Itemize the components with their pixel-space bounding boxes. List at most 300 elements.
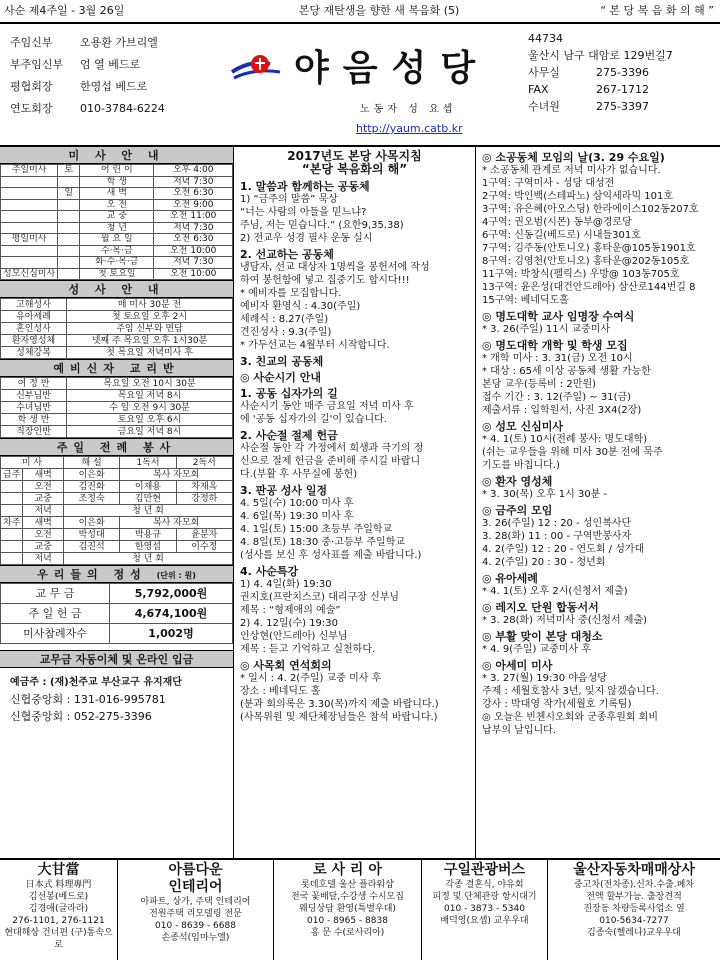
notice-line: 다.(부활 후 사무실에 봉헌): [240, 469, 358, 480]
service-cell: 이재용: [120, 481, 176, 493]
mass-row: [1, 222, 233, 234]
offering-label: 교 무 금: [1, 584, 110, 604]
service-cell: 이은화: [63, 517, 119, 529]
notice-heading: ◎ 성모 신심미사: [482, 420, 564, 433]
offering-label: 주 일 헌 금: [1, 604, 110, 624]
notice-line: * 대상 : 65세 이상 공동체 생활 가능한: [482, 366, 651, 377]
contact-row: [528, 47, 720, 64]
ad-strip: [0, 858, 720, 960]
mass-cell: [1, 199, 58, 211]
sacrament-header: 성 사 안 내: [0, 280, 233, 298]
notice-line: 4. 1일(토) 15:00 초등부 주일학교: [240, 524, 393, 535]
mass-header: 미 사 안 내: [0, 146, 233, 164]
notice-line: 에 '공동 십자가의 길'이 있습니다.: [240, 414, 387, 425]
mass-cell: 저녁 7:30: [154, 257, 233, 269]
notice-line: 주님, 저는 믿습니다.” (요한9,35.38): [240, 220, 404, 231]
notice-line: 4. 2(주일) 20 : 30 - 청년회: [482, 557, 606, 568]
ad-line: 현대해상 건너편 (구)통속으로: [4, 928, 113, 950]
offering-row: [1, 584, 233, 604]
notice-line: * 4. 1(토) 10시(전례 봉사: 명도대학): [482, 434, 648, 445]
service-head-row: [1, 457, 233, 469]
ad-box: [422, 860, 548, 960]
staff-role: 부주임신부: [10, 58, 64, 71]
staff-name: 오용환 가브리엘: [80, 36, 158, 49]
mass-row: [1, 188, 233, 200]
contact-label: 울산시 남구 대암로 129번길7: [528, 49, 673, 62]
mass-cell: [1, 245, 58, 257]
ad-line: 大甘當: [37, 862, 80, 878]
notice-line: 15구역: 베네딕도홀: [482, 295, 569, 306]
notice-heading: ◎ 소공동체 모임의 날(3. 29 수요일): [482, 151, 665, 164]
mass-cell: 학 생: [80, 176, 154, 188]
mass-cell: 주일미사: [1, 165, 58, 177]
contact-label: 수녀원: [528, 100, 560, 113]
parish-logo-icon: [230, 50, 286, 90]
service-cell: [1, 529, 23, 541]
service-cell: 복사 자모회: [120, 469, 233, 481]
service-row: [1, 481, 233, 493]
service-cell: [1, 553, 23, 565]
service-cell: 박성대: [63, 529, 119, 541]
mass-row: [1, 199, 233, 211]
service-row: [1, 493, 233, 505]
mass-cell: 저녁 7:30: [154, 222, 233, 234]
service-cell: 차주: [1, 517, 23, 529]
notice-line: * 3. 30(목) 오후 1시 30분 -: [482, 489, 608, 500]
notice-heading: ◎ 명도대학 개학 및 학생 모집: [482, 339, 628, 352]
notice-line: 7구역: 김주동(안토니오) 홍타운@105동1901호: [482, 243, 696, 254]
sacr-row: [1, 335, 233, 347]
mass-cell: 오 전: [80, 199, 154, 211]
top-banner: [0, 0, 720, 24]
service-cell: 김진석: [63, 541, 119, 553]
mass-cell: 청 년: [80, 222, 154, 234]
staff-row: [10, 98, 222, 120]
ad-box: [274, 860, 422, 960]
right-column: [476, 146, 720, 858]
staff-row: [10, 32, 222, 54]
left-column: [0, 146, 234, 858]
ad-line: 김종숙(헬레나)교우우대: [587, 928, 681, 938]
ad-line: 010 - 8965 - 8838: [307, 916, 388, 926]
service-head: 1독서: [120, 457, 176, 469]
prep-cell: 목요일 저녁 8시: [67, 390, 233, 402]
account-holder: 예금주 : (재)천주교 부산교구 유지재단: [10, 677, 182, 688]
service-cell: 김만현: [120, 493, 176, 505]
ad-line: 아파트, 상가, 주택 인테리어: [140, 897, 251, 907]
prep-row: [1, 378, 233, 390]
parish-title: 야음성당: [294, 48, 490, 89]
contact-info: [528, 26, 720, 144]
notice-line: 사순시기 동안 매주 금요일 저녁 미사 후: [240, 401, 414, 412]
ad-box: [0, 860, 118, 960]
contact-row: [528, 98, 720, 115]
mass-cell: [1, 188, 58, 200]
notice-line: 4구역: 권오범(시몬) 동부@경로당: [482, 217, 632, 228]
mass-cell: 성모신심미사: [1, 268, 58, 280]
service-cell: 교중: [23, 493, 64, 505]
ad-line: 010 - 3873 - 5340: [444, 904, 525, 914]
mass-cell: 수·목·금: [80, 245, 154, 257]
middle-notices: [240, 180, 469, 724]
service-head: 미 사: [1, 457, 64, 469]
mass-row: [1, 268, 233, 280]
mass-cell: 화·수·목·금: [80, 257, 154, 269]
notice-line: * 3. 26(주일) 11시 교중미사: [482, 324, 611, 335]
notice-line: * 3. 27(월) 19:30 야음성당: [482, 673, 607, 684]
mass-cell: 평일미사: [1, 234, 58, 246]
notice-line: 1) “금주의 말씀” 묵상: [240, 194, 338, 205]
service-cell: 청 년 회: [63, 553, 232, 565]
notice-line: “너는 사람의 아들을 믿느냐?: [240, 207, 367, 218]
mass-cell: 어 린 이: [80, 165, 154, 177]
series-title: 본당 재탄생을 향한 새 복음화 (5): [298, 4, 460, 18]
middle-column: [234, 146, 476, 858]
catechumen-table: [0, 377, 233, 438]
mass-cell: [1, 222, 58, 234]
policy-title: 2017년도 본당 사목지침: [287, 149, 422, 163]
bank-info: [0, 668, 233, 731]
staff-row: [10, 54, 222, 76]
ad-line: 전국 꽃배달,수강생 수시모집: [291, 892, 404, 902]
service-head: 2독서: [176, 457, 232, 469]
service-cell: 윤분자: [176, 529, 232, 541]
ad-line: 피정 및 단체관광 항시대기: [432, 892, 537, 902]
account-2: 신협중앙회 : 052-275-3396: [10, 710, 152, 723]
prep-cell: 금요일 저녁 8시: [67, 426, 233, 438]
notice-heading: ◎ 아세미 미사: [482, 659, 553, 672]
service-cell: 저녁: [23, 553, 64, 565]
prep-cell: 토요일 오후 6시: [67, 414, 233, 426]
mass-cell: 오전 10:00: [154, 268, 233, 280]
service-row: [1, 529, 233, 541]
mass-cell: [58, 245, 80, 257]
prep-cell: 수 일 오전 9시 30분: [67, 402, 233, 414]
ad-line: 울산자동차매매상사: [573, 862, 695, 878]
sacr-cell: 주임 신부와 면담: [67, 323, 233, 335]
offering-table: [0, 583, 233, 644]
staff-role: 연도회장: [10, 102, 53, 115]
notice-heading: 2. 선교하는 공동체: [240, 248, 334, 261]
sacr-row: [1, 347, 233, 359]
service-cell: [1, 481, 23, 493]
notice-line: * 가두선교는 4월부터 시작합니다.: [240, 340, 390, 351]
service-cell: 교중: [23, 541, 64, 553]
staff-name: 한영섭 베드로: [80, 80, 148, 93]
ad-line: 아름다운: [168, 862, 223, 878]
ad-line: 각종 결혼식, 야유회: [445, 880, 524, 890]
prep-cell: 수녀님반: [1, 402, 67, 414]
notice-line: * 3. 28(화) 저녁미사 중(신청서 제출): [482, 615, 648, 626]
ad-line: 김경애(글라라): [28, 904, 89, 914]
notice-line: 신으로 절제 헌금을 준비해 주시길 바랍니: [240, 456, 421, 467]
prep-cell: 직장인반: [1, 426, 67, 438]
mass-cell: [1, 257, 58, 269]
mass-cell: 오전 10:00: [154, 245, 233, 257]
service-table: [0, 456, 233, 565]
notice-line: 3. 28(화) 11 : 00 - 구역반봉사자: [482, 531, 632, 542]
sacr-cell: 유아세례: [1, 311, 67, 323]
notice-heading: ◎ 명도대학 교사 임명장 수여식: [482, 310, 635, 323]
contact-label: FAX: [528, 83, 549, 96]
mass-cell: [58, 234, 80, 246]
notice-heading: 3. 친교의 공동체: [240, 355, 324, 368]
staff-role: 평협회장: [10, 80, 53, 93]
mass-cell: [1, 176, 58, 188]
mass-cell: [58, 268, 80, 280]
prep-row: [1, 402, 233, 414]
ad-line: 진장동 차량등록사업소 옆: [583, 904, 685, 914]
offering-row: [1, 624, 233, 644]
catechumen-header: 예비신자 교리반: [0, 359, 233, 377]
ad-line: 인테리어: [168, 879, 223, 895]
service-cell: 박용규: [120, 529, 176, 541]
notice-line: * 예비자를 모집합니다.: [240, 288, 342, 299]
offering-value: 1,002명: [110, 624, 233, 644]
notice-heading: 1. 말씀과 함께하는 공동체: [240, 180, 370, 193]
service-cell: 저녁: [23, 505, 64, 517]
staff-name: 엄 열 베드로: [80, 58, 141, 71]
notice-line: 세례식 : 8.27(주일): [240, 314, 329, 325]
notice-line: 권지호(프란치스코) 대리구장 신부님: [240, 592, 400, 603]
ad-line: 日本式 料理專門: [25, 880, 92, 890]
staff-role: 주임신부: [10, 36, 53, 49]
service-cell: 이은화: [63, 469, 119, 481]
offering-value: 5,792,000원: [110, 584, 233, 604]
notice-line: 2) 4. 12일(수) 19:30: [240, 618, 339, 629]
offering-value: 4,674,100원: [110, 604, 233, 624]
prep-row: [1, 426, 233, 438]
notice-line: * 소공동체 관계로 저녁 미사가 없습니다.: [482, 165, 661, 176]
sacr-cell: 환자영성체: [1, 335, 67, 347]
right-notices: [482, 151, 714, 737]
notice-line: 납부의 날입니다.: [482, 725, 556, 736]
sacr-cell: 첫 토요일 오후 2시: [67, 311, 233, 323]
ad-line: 중고차(전차종).신차.수출.폐차: [574, 880, 694, 890]
sacr-cell: 혼인성사: [1, 323, 67, 335]
service-row: [1, 469, 233, 481]
notice-heading: 3. 판공 성사 일정: [240, 484, 328, 497]
mass-cell: 오전 6:30: [154, 188, 233, 200]
prep-cell: 여 정 반: [1, 378, 67, 390]
mass-cell: 오전 6:30: [154, 234, 233, 246]
contact-value: 275-3396: [596, 66, 649, 79]
notice-line: 3. 26(주일) 12 : 20 - 성인복사단: [482, 518, 632, 529]
sacr-row: [1, 299, 233, 311]
notice-line: (쉬는 교우들을 위해 미사 30분 전에 묵주: [482, 447, 663, 458]
service-cell: 김진화: [63, 481, 119, 493]
service-cell: 금주: [1, 469, 23, 481]
mass-row: [1, 211, 233, 223]
sacr-row: [1, 311, 233, 323]
mass-row: [1, 257, 233, 269]
service-row: [1, 541, 233, 553]
notice-line: 기도를 바칩니다.): [482, 460, 560, 471]
notice-line: 사순절 동안 각 가정에서 희생과 극기의 정: [240, 443, 424, 454]
service-cell: 차재옥: [176, 481, 232, 493]
notice-line: 본당 교우(등록비 : 2만원): [482, 379, 597, 390]
notice-line: 강사 : 박대영 작가(세월호 기록팀): [482, 699, 632, 710]
ad-line: 배덕영(요셉) 교우우대: [440, 916, 529, 926]
notice-line: 4. 2(주일) 12 : 20 - 연도회 / 성가대: [482, 544, 645, 555]
contact-row: [528, 30, 720, 47]
contact-row: [528, 81, 720, 98]
sacr-cell: 고해성사: [1, 299, 67, 311]
notice-line: 1) 4. 4일(화) 19:30: [240, 579, 332, 590]
notice-heading: ◎ 환자 영성체: [482, 475, 553, 488]
mass-cell: 오전 9:00: [154, 199, 233, 211]
ad-box: [118, 860, 274, 960]
ad-line: 롯데호텔 울산 플라워샵: [301, 880, 394, 890]
mass-cell: [58, 199, 80, 211]
notice-line: 4. 5일(수) 10:00 미사 후: [240, 498, 354, 509]
notice-line: 인상현(안드레아) 신부님: [240, 631, 348, 642]
notice-heading: ◎ 유아세례: [482, 572, 538, 585]
notice-heading: ◎ 사순시기 안내: [240, 371, 322, 384]
ad-line: 276-1101, 276-1121: [12, 916, 105, 926]
notice-line: * 4. 1(토) 오후 2시(신청서 제출): [482, 586, 628, 597]
service-cell: [1, 493, 23, 505]
service-cell: 새벽: [23, 517, 64, 529]
notice-heading: 4. 사순특강: [240, 565, 299, 578]
ad-line: 010 - 8639 - 6688: [155, 921, 236, 931]
notice-line: 3구역: 유은혜(아오스딩) 한라에이스102동207호: [482, 204, 699, 215]
notice-line: 4. 6일(목) 19:30 미사 후: [240, 511, 354, 522]
notice-heading: ◎ 금주의 모임: [482, 504, 553, 517]
notice-line: 제목 : 듣고 기억하고 실천하다.: [240, 644, 376, 655]
mass-cell: 첫 토요일: [80, 268, 154, 280]
mass-cell: [58, 222, 80, 234]
service-cell: 한영섭: [120, 541, 176, 553]
service-cell: 이수정: [176, 541, 232, 553]
notice-line: 11구역: 박창식(펠릭스) 우방@ 103동705호: [482, 269, 680, 280]
notice-line: * 개학 미사 : 3. 31(금) 오전 10시: [482, 353, 633, 364]
bank-header: 교무금 자동이체 및 온라인 입금: [0, 650, 233, 668]
mass-cell: [1, 211, 58, 223]
sacr-cell: 첫 목요일 저녁미사 후: [67, 347, 233, 359]
prep-cell: 목요일 오전 10시 30분: [67, 378, 233, 390]
sacr-cell: 매 미사 30분 전: [67, 299, 233, 311]
prep-row: [1, 414, 233, 426]
notice-line: 13구역: 윤은성(대건안드레아) 삼산로144번길 8: [482, 282, 696, 293]
mass-cell: [58, 211, 80, 223]
policy-subtitle: “본당 복음화의 해”: [301, 162, 408, 176]
notice-line: 6구역: 신동길(베드로) 시내들301호: [482, 230, 641, 241]
mass-cell: [58, 257, 80, 269]
ad-line: 웨딩상담 환영(특별우대): [299, 904, 396, 914]
sacr-row: [1, 323, 233, 335]
website-link[interactable]: http://yaum.catb.kr: [356, 122, 463, 135]
contact-row: [528, 64, 720, 81]
notice-line: 견진성사 : 9.3(주일): [240, 327, 332, 338]
notice-line: (사목위원 및 제단체장님들은 참석 바랍니다.): [240, 712, 438, 723]
service-row: [1, 517, 233, 529]
mass-row: [1, 245, 233, 257]
notice-heading: ◎ 사목회 연석회의: [240, 659, 332, 672]
notice-line: 2) 전교우 성경 필사 운동 실시: [240, 233, 373, 244]
notice-heading: 1. 공동 십자가의 길: [240, 387, 338, 400]
service-row: [1, 505, 233, 517]
notice-line: 하여 봉헌함에 넣고 집중기도 합시다!!!: [240, 275, 410, 286]
ad-box: [548, 860, 720, 960]
issue-date: 사순 제4주일 - 3월 26일: [4, 4, 125, 18]
notice-line: (성사를 보신 후 성사표를 제출 바랍니다.): [240, 550, 422, 561]
contact-value: 267-1712: [596, 83, 649, 96]
contact-label: 사무실: [528, 66, 560, 79]
service-cell: 강정하: [176, 493, 232, 505]
ad-line: 로 사 리 아: [313, 862, 382, 878]
notice-line: 1구역: 구역미사 - 성당 대성전: [482, 178, 615, 189]
notice-line: 접수 기간 : 3. 12(주일) ~ 31(금): [482, 392, 632, 403]
offering-header: 우리들의 정성 (단위 : 원): [0, 565, 233, 583]
mass-cell: 토: [58, 165, 80, 177]
service-cell: 청 년 회: [63, 505, 232, 517]
notice-heading: ◎ 부활 맞이 본당 대청소: [482, 630, 603, 643]
staff-list: [0, 26, 226, 144]
notice-line: 주제 : 세월호참사 3년, 잊지 않겠습니다.: [482, 686, 659, 697]
notice-line: (분과 회의록은 3.30(목)까지 제출 바랍니다.): [240, 699, 439, 710]
sacr-cell: 성체강복: [1, 347, 67, 359]
year-motto: “ 본 당 복 음 화 의 해 ”: [600, 4, 714, 18]
service-row: [1, 553, 233, 565]
mass-cell: 일: [58, 188, 80, 200]
mass-cell: 오후 4:00: [154, 165, 233, 177]
sacrament-table: [0, 298, 233, 359]
sacr-cell: 넷째 주 목요일 오후 1시30분: [67, 335, 233, 347]
mass-cell: [58, 176, 80, 188]
mass-row: [1, 165, 233, 177]
contact-label: 44734: [528, 32, 563, 45]
notice-line: 8구역: 김영천(안토니오) 홍타운@202동105호: [482, 256, 690, 267]
notice-line: 장소 : 베네딕도 홀: [240, 686, 321, 697]
mass-cell: 월 요 일: [80, 234, 154, 246]
service-cell: 오전: [23, 481, 64, 493]
service-header: 주일 전례 봉사: [0, 438, 233, 456]
account-1: 신협중앙회 : 131-016-995781: [10, 693, 166, 706]
service-cell: 오전: [23, 529, 64, 541]
offering-label: 미사참례자수: [1, 624, 110, 644]
mass-row: [1, 176, 233, 188]
mass-cell: 교 중: [80, 211, 154, 223]
ad-line: 010-5634-7277: [599, 916, 669, 926]
service-cell: [1, 541, 23, 553]
service-head: 해 설: [63, 457, 119, 469]
prep-cell: 신부님반: [1, 390, 67, 402]
mass-cell: 오전 11:00: [154, 211, 233, 223]
staff-row: [10, 76, 222, 98]
ad-line: 구일관광버스: [443, 862, 526, 878]
ad-line: 김선봉(베드로): [28, 892, 89, 902]
contact-value: 275-3397: [596, 100, 649, 113]
prep-cell: 학 생 반: [1, 414, 67, 426]
service-cell: 새벽: [23, 469, 64, 481]
notice-line: ◎ 오늘은 빈첸시오회와 군종후원회 회비: [482, 712, 659, 723]
patron-saint: 노동자 성 요셉: [360, 104, 457, 115]
notice-line: 4. 8일(토) 18:30 중·고등부 주일학교: [240, 537, 406, 548]
ad-line: 전액 할부가능. 출장견적: [586, 892, 682, 902]
service-cell: 복사 자모회: [120, 517, 233, 529]
notice-line: 제출서류 : 입학원서, 사진 3X4(2장): [482, 405, 642, 416]
ad-line: 홍 문 수(로사리아): [310, 928, 385, 938]
mass-table: [0, 164, 233, 280]
ad-line: 손종석(임마누엘): [161, 933, 230, 943]
notice-line: 예비자 환영식 : 4.30(주일): [240, 301, 361, 312]
notice-line: 2구역: 박인백(스테파노) 삼익세라믹 101호: [482, 191, 674, 202]
mass-row: [1, 234, 233, 246]
staff-name: 010-3784-6224: [80, 102, 165, 115]
notice-line: * 4. 9(주일) 교중미사 후: [482, 644, 592, 655]
notice-heading: ◎ 레지오 단원 합동서서: [482, 601, 599, 614]
